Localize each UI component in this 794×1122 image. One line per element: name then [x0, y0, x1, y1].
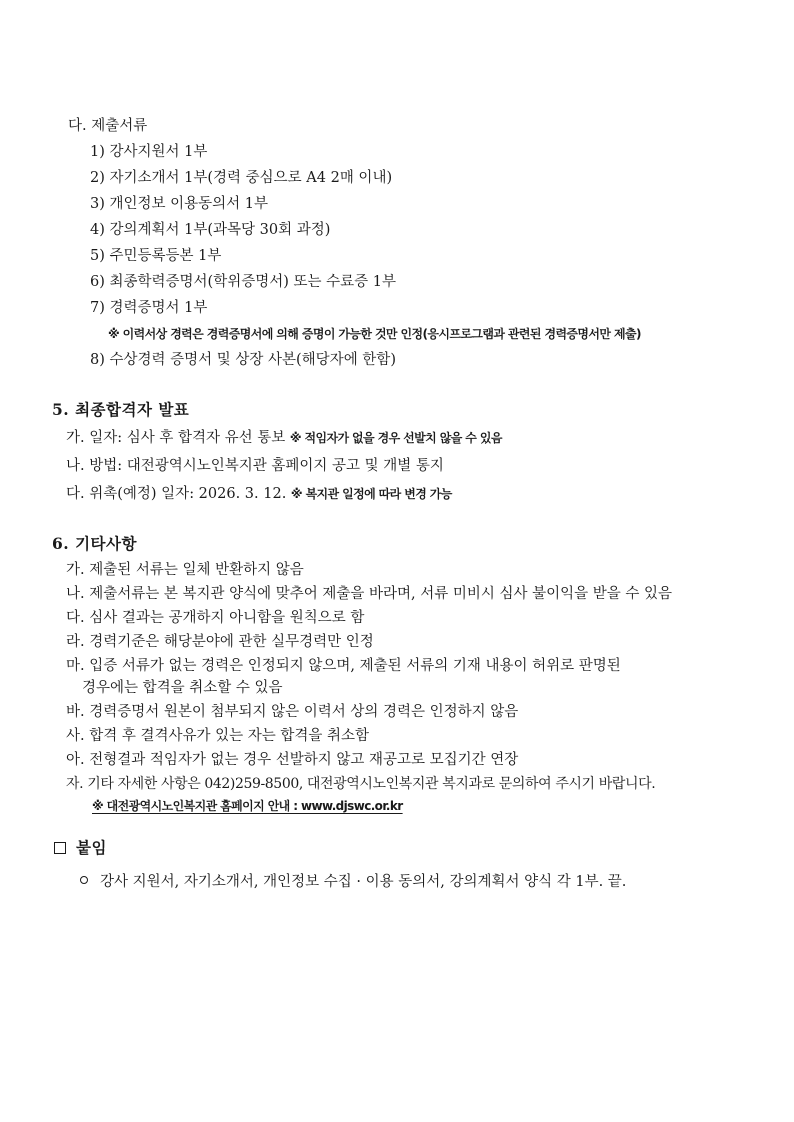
section-6-item-sa: 사. 합격 후 결격사유가 있는 자는 합격을 취소함: [66, 728, 370, 744]
doc-item-6: 6) 최종학력증명서(학위증명서) 또는 수료증 1부: [90, 274, 396, 290]
attachment-title: 붙임: [76, 838, 107, 857]
section-5-item-na: 나. 방법: 대전광역시노인복지관 홈페이지 공고 및 개별 통지: [66, 458, 444, 474]
doc-item-1: 1) 강사지원서 1부: [90, 144, 208, 160]
doc-item-5: 5) 주민등록등본 1부: [90, 248, 222, 264]
section-5-item-ga-text: 가. 일자: 심사 후 합격자 유선 통보: [66, 430, 286, 446]
homepage-note: ※ 대전광역시노인복지관 홈페이지 안내 : www.djswc.or.kr: [92, 799, 403, 813]
doc-item-8: 8) 수상경력 증명서 및 상장 사본(해당자에 한함): [90, 352, 396, 368]
section-6-item-ma-cont: 경우에는 합격을 취소할 수 있음: [82, 680, 283, 696]
section-6-item-na: 나. 제출서류는 본 복지관 양식에 맞추어 제출을 바라며, 서류 미비시 심사 불이익을 받을 수 있음: [66, 586, 673, 602]
section-5-item-ga: [66, 428, 502, 448]
section-5-heading: 5. 최종합격자 발표: [52, 400, 190, 419]
doc-item-3: 3) 개인정보 이용동의서 1부: [90, 196, 269, 212]
doc-item-2: 2) 자기소개서 1부(경력 중심으로 A4 2매 이내): [90, 170, 393, 186]
attachment-heading: [54, 838, 107, 858]
section-5-item-da-text: 다. 위촉(예정) 일자: 2026. 3. 12.: [66, 486, 287, 502]
section-5-item-ga-note: ※ 적임자가 없을 경우 선발치 않을 수 있음: [289, 431, 502, 445]
submission-docs-title: 다. 제출서류: [68, 118, 148, 134]
section-6-item-ma: 마. 입증 서류가 없는 경력은 인정되지 않으며, 제출된 서류의 기재 내용이 허위로 판명된: [66, 658, 621, 674]
checkbox-square-icon: [54, 842, 66, 854]
attachment-item: [80, 872, 626, 892]
section-5-item-da: [66, 484, 452, 504]
circle-bullet-icon: [80, 876, 88, 884]
attachment-text: 강사 지원서, 자기소개서, 개인정보 수집 · 이용 동의서, 강의계획서 양식 각 1부. 끝.: [100, 874, 627, 890]
section-6-item-ja: 자. 기타 자세한 사항은 042)259-8500, 대전광역시노인복지관 복지과로 문의하여 주시기 바랍니다.: [66, 776, 656, 792]
section-6-item-ra: 라. 경력기준은 해당분야에 관한 실무경력만 인정: [66, 634, 374, 650]
section-6-item-ga: 가. 제출된 서류는 일체 반환하지 않음: [66, 562, 304, 578]
section-6-heading: 6. 기타사항: [52, 534, 137, 553]
section-6-item-a: 아. 전형결과 적임자가 없는 경우 선발하지 않고 재공고로 모집기간 연장: [66, 752, 519, 768]
doc-item-7: 7) 경력증명서 1부: [90, 300, 208, 316]
doc-item-7-note: ※ 이력서상 경력은 경력증명서에 의해 증명이 가능한 것만 인정(응시프로그램과 관련된 경력증명서만 제출): [108, 327, 641, 341]
section-5-item-da-note: ※ 복지관 일정에 따라 변경 가능: [290, 487, 452, 501]
section-6-item-da: 다. 심사 결과는 공개하지 아니함을 원칙으로 함: [66, 610, 365, 626]
doc-item-4: 4) 강의계획서 1부(과목당 30회 과정): [90, 222, 331, 238]
section-6-item-ba: 바. 경력증명서 원본이 첨부되지 않은 이력서 상의 경력은 인정하지 않음: [66, 704, 519, 720]
